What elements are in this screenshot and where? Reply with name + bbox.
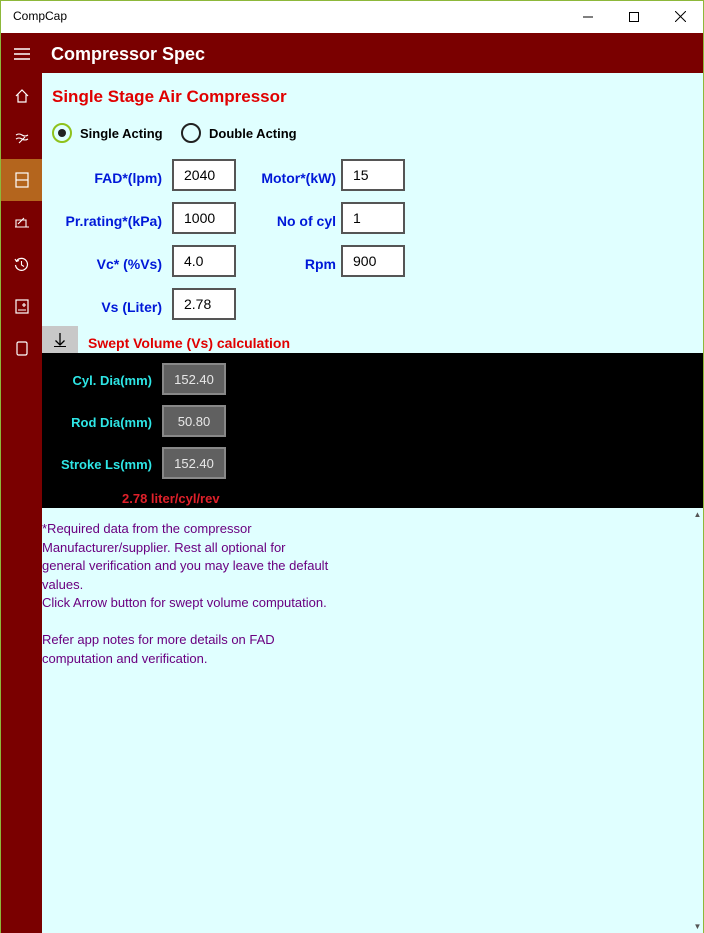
notes-text xyxy=(42,520,332,668)
notes-paragraph-3: Refer app notes for more details on FAD computation and verification. xyxy=(42,632,275,666)
rod-dia-label: Rod Dia(mm) xyxy=(71,415,152,430)
sidebar-item-spec[interactable] xyxy=(1,159,42,201)
no-of-cyl-label: No of cyl xyxy=(276,213,336,229)
motor-input[interactable]: 15 xyxy=(341,159,405,191)
minimize-icon xyxy=(583,12,593,22)
report-icon xyxy=(15,299,29,314)
motor-label: Motor*(kW) xyxy=(261,170,336,186)
maximize-button[interactable] xyxy=(611,1,657,32)
rpm-input[interactable]: 900 xyxy=(341,245,405,277)
title-bar xyxy=(1,1,703,32)
cyl-dia-label: Cyl. Dia(mm) xyxy=(72,373,152,388)
spec-icon xyxy=(15,172,29,188)
cyl-dia-input[interactable]: 152.40 xyxy=(162,363,226,395)
arrow-down-icon xyxy=(54,333,66,347)
radio-circle[interactable] xyxy=(181,123,201,143)
sidebar-item-device[interactable] xyxy=(1,327,42,369)
vs-input[interactable]: 2.78 xyxy=(172,288,236,320)
window-title: CompCap xyxy=(13,9,68,23)
rpm-label: Rpm xyxy=(304,256,336,272)
minimize-button[interactable] xyxy=(565,1,611,32)
no-of-cyl-input[interactable]: 1 xyxy=(341,202,405,234)
sidebar-item-history[interactable] xyxy=(1,243,42,285)
sidebar-item-gauge[interactable] xyxy=(1,201,42,243)
stroke-label: Stroke Ls(mm) xyxy=(60,457,152,472)
device-icon xyxy=(16,341,28,356)
close-button[interactable] xyxy=(657,1,703,32)
home-icon xyxy=(15,89,29,103)
sidebar-item-report[interactable] xyxy=(1,285,42,327)
history-icon xyxy=(14,257,29,272)
notes-paragraph-2: Click Arrow button for swept volume computation. xyxy=(42,595,327,610)
main-content xyxy=(42,73,703,933)
app-header xyxy=(1,33,703,73)
radio-circle-checked[interactable] xyxy=(52,123,72,143)
vc-input[interactable]: 4.0 xyxy=(172,245,236,277)
radio-double-acting[interactable] xyxy=(181,123,297,143)
section-title: Single Stage Air Compressor xyxy=(52,87,287,106)
pr-rating-input[interactable]: 1000 xyxy=(172,202,236,234)
swept-volume-title: Swept Volume (Vs) calculation xyxy=(88,335,291,351)
swept-volume-result: 2.78 liter/cyl/rev xyxy=(122,491,220,506)
vs-label: Vs (Liter) xyxy=(101,299,162,315)
sidebar-item-flow[interactable] xyxy=(1,117,42,159)
sidebar-item-home[interactable] xyxy=(1,75,42,117)
stroke-input[interactable]: 152.40 xyxy=(162,447,226,479)
pr-rating-label: Pr.rating*(kPa) xyxy=(65,213,162,229)
fad-label: FAD*(lpm) xyxy=(94,170,162,186)
fad-input[interactable]: 2040 xyxy=(172,159,236,191)
flow-icon xyxy=(15,132,29,144)
radio-single-acting[interactable] xyxy=(52,123,163,143)
maximize-icon xyxy=(629,12,639,22)
swept-volume-arrow-button[interactable] xyxy=(42,326,78,354)
hamburger-icon xyxy=(14,48,30,60)
vc-label: Vc* (%Vs) xyxy=(96,256,162,272)
scroll-down-icon[interactable]: ▼ xyxy=(693,922,702,931)
scroll-up-icon[interactable]: ▲ xyxy=(693,510,702,519)
radio-label: Single Acting xyxy=(80,125,163,141)
notes-paragraph-1: *Required data from the compressor Manufacturer/supplier. Rest all optional for general verification and you may leave the default values. xyxy=(42,521,329,592)
notes-scrollbar[interactable] xyxy=(692,508,703,933)
close-icon xyxy=(675,11,686,22)
gauge-icon xyxy=(14,215,30,229)
hamburger-menu-button[interactable] xyxy=(1,33,42,75)
radio-label: Double Acting xyxy=(209,125,297,141)
rod-dia-input[interactable]: 50.80 xyxy=(162,405,226,437)
page-title: Compressor Spec xyxy=(51,44,206,64)
swept-volume-panel xyxy=(42,353,703,508)
sidebar xyxy=(1,33,42,933)
